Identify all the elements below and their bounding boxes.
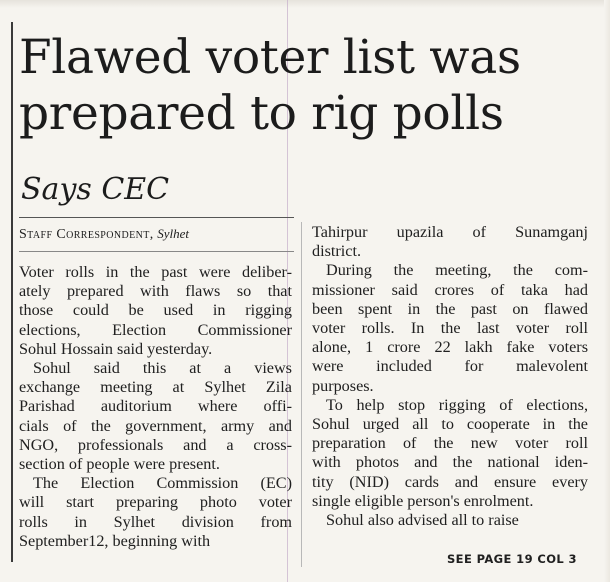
article-column-right (312, 223, 588, 530)
article-paragraph (19, 263, 292, 359)
headline-line: Flawed voter list was (19, 30, 521, 85)
text-line: Sohul urged all to cooperate in the (312, 415, 588, 434)
text-line: exchange meeting at Sylhet Zila (19, 378, 292, 397)
text-line: those could be used in rigging (19, 301, 292, 320)
text-line: September12, beginning with (19, 531, 211, 550)
text-line: Sohul said this at a views (33, 359, 292, 378)
text-line: voter rolls. In the last voter roll (312, 319, 588, 338)
headline-line: prepared to rig polls (19, 86, 504, 141)
text-line: single eligible person's enrolment. (312, 491, 534, 510)
text-line: missioner said crores of taka had (312, 280, 588, 299)
text-line: tity (NID) cards and ensure every (312, 472, 588, 491)
text-line: section of people were present. (19, 455, 220, 474)
text-line: purposes. (312, 376, 374, 395)
text-line: been spent in the past on flawed (312, 299, 588, 318)
text-line: with photos and the national iden- (312, 453, 588, 472)
text-line: ately prepared with flaws so that (19, 282, 292, 301)
byline-rule-bottom (19, 251, 294, 252)
column-rule-left (11, 22, 13, 562)
text-line: During the meeting, the com- (326, 261, 588, 280)
column-divider (301, 222, 302, 567)
text-line: rolls in Sylhet division from (19, 512, 292, 531)
text-line: Tahirpur upazila of Sunamganj (312, 223, 588, 241)
article-paragraph (312, 223, 588, 261)
kicker: Says CEC (21, 172, 170, 207)
article-column-left (19, 263, 292, 551)
text-line: were included for malevolent (312, 357, 588, 376)
text-line: alone, 1 crore 22 lakh fake voters (312, 338, 588, 357)
article-paragraph (312, 261, 588, 395)
byline (19, 226, 189, 243)
byline-city: Sylhet (157, 226, 189, 241)
text-line: NGO, professionals and a cross- (19, 435, 292, 454)
jump-reference: SEE PAGE 19 COL 3 (447, 552, 577, 566)
text-line: Parishad auditorium where offi- (19, 397, 292, 416)
article-paragraph (312, 511, 588, 530)
text-line: The Election Commission (EC) (33, 474, 292, 493)
text-line: district. (312, 242, 362, 261)
text-line: elections, Election Commissioner (19, 320, 292, 339)
text-line: Sohul Hossain said yesterday. (19, 339, 213, 358)
article-paragraph (312, 396, 588, 511)
headline (19, 30, 604, 142)
text-line: preparation of the new voter roll (312, 434, 588, 453)
text-line: To help stop rigging of elections, (326, 395, 588, 414)
paper-edge (0, 0, 610, 8)
byline-name: Staff Correspondent, (19, 227, 154, 242)
text-line: Sohul also advised all to raise (326, 511, 519, 530)
byline-rule-top (19, 217, 294, 218)
article-paragraph (19, 474, 292, 551)
paper-edge-right (604, 0, 610, 582)
article-paragraph (19, 359, 292, 474)
text-line: Voter rolls in the past were deliber- (19, 263, 292, 281)
text-line: cials of the government, army and (19, 416, 292, 435)
text-line: will start preparing photo voter (19, 493, 292, 512)
